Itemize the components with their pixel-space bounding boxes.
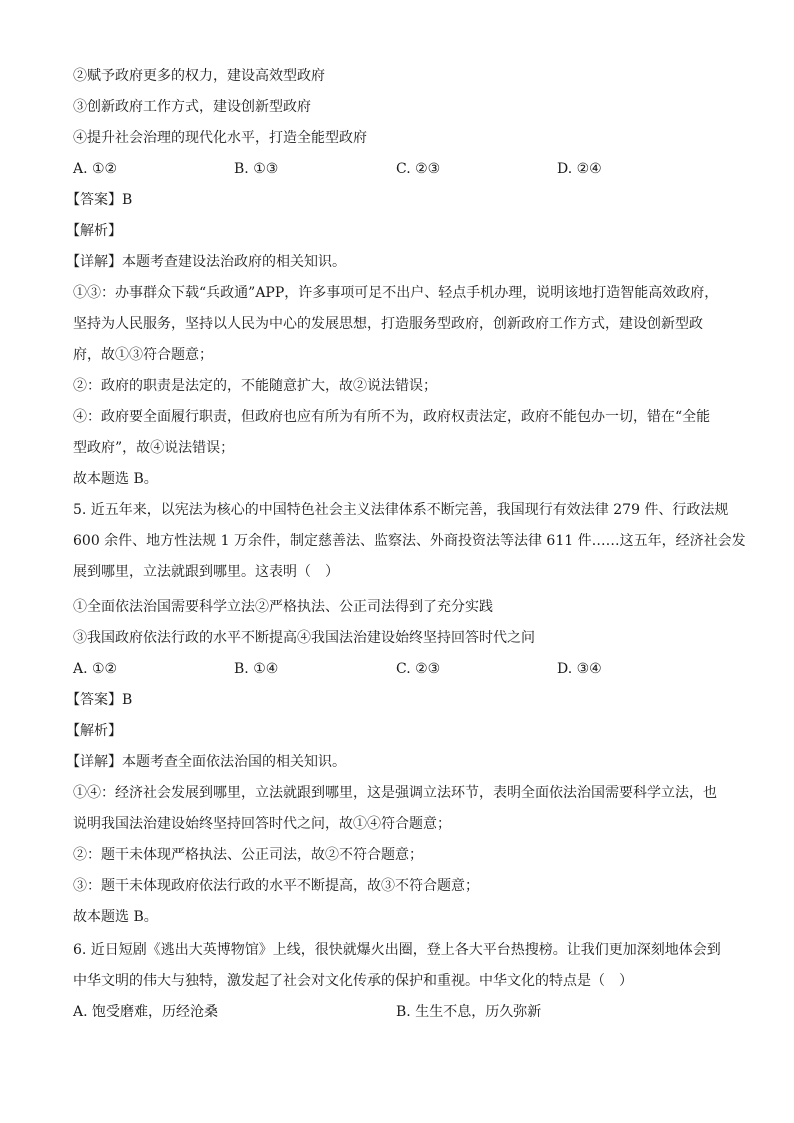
q4-conclusion: 故本题选 B。 — [73, 471, 158, 487]
q4-option-c: C. ②③ — [396, 161, 441, 177]
q5-detail: 【详解】本题考查全面依法治国的相关知识。 — [66, 754, 346, 770]
q4-expl-line: ①③：办事群众下载“兵政通”APP，许多事项可足不出户、轻点手机办理，说明该地打造智能高效政府， — [73, 285, 719, 301]
q4-option-b: B. ①③ — [234, 161, 279, 177]
q5-option-b: B. ①④ — [234, 661, 279, 677]
q6-stem-line: 中华文明的伟大与独特，激发起了社会对文化传承的保护和重视。中华文化的特点是（ ） — [73, 973, 633, 989]
q6-option-b: B. 生生不息，历久弥新 — [396, 1004, 542, 1020]
q5-statements-line: ③我国政府依法行政的水平不断提高④我国法治建设始终坚持回答时代之问 — [73, 630, 535, 646]
q5-option-a: A. ①② — [73, 661, 118, 677]
q5-option-d: D. ③④ — [557, 661, 602, 677]
q4-analysis-label: 【解析】 — [66, 223, 122, 239]
q4-expl-line: 府，故①③符合题意； — [73, 347, 213, 363]
q5-answer: 【答案】B — [66, 692, 133, 708]
q5-stem-line: 展到哪里，立法就跟到哪里。这表明（ ） — [73, 564, 339, 580]
q4-statement-4: ④提升社会治理的现代化水平，打造全能型政府 — [73, 130, 367, 146]
q5-stem-line: 600 余件、地方性法规 1 万余件，制定慈善法、监察法、外商投资法等法律 611 件……这五年，经济社会发 — [73, 533, 746, 549]
q5-stem-line: 5. 近五年来，以宪法为核心的中国特色社会主义法律体系不断完善，我国现行有效法律 279 件、行政法规 — [73, 502, 729, 518]
q4-detail: 【详解】本题考查建设法治政府的相关知识。 — [66, 254, 346, 270]
q5-analysis-label: 【解析】 — [66, 723, 122, 739]
q4-answer: 【答案】B — [66, 192, 133, 208]
q5-option-c: C. ②③ — [396, 661, 441, 677]
q4-option-d: D. ②④ — [557, 161, 602, 177]
q4-statement-2: ②赋予政府更多的权力，建设高效型政府 — [73, 68, 325, 84]
q4-expl-line: ②：政府的职责是法定的，不能随意扩大，故②说法错误； — [73, 378, 437, 394]
q4-expl-line: 坚持为人民服务，坚持以人民为中心的发展思想，打造服务型政府，创新政府工作方式，建设创新型政 — [73, 316, 703, 332]
q5-expl-line: 说明我国法治建设始终坚持回答时代之问，故①④符合题意； — [73, 816, 451, 832]
q5-expl-line: ①④：经济社会发展到哪里，立法就跟到哪里，这是强调立法环节，表明全面依法治国需要科学立法，也 — [73, 785, 717, 801]
q4-option-a: A. ①② — [73, 161, 118, 177]
q6-stem-line: 6. 近日短剧《逃出大英博物馆》上线，很快就爆火出圈，登上各大平台热搜榜。让我们更加深刻地体会到 — [73, 942, 721, 958]
q4-expl-line: 型政府”，故④说法错误； — [73, 440, 235, 456]
q6-option-a: A. 饱受磨难，历经沧桑 — [73, 1004, 219, 1020]
q4-expl-line: ④：政府要全面履行职责，但政府也应有所为有所不为，政府权责法定，政府不能包办一切，错在“全能 — [73, 409, 711, 425]
q4-statement-3: ③创新政府工作方式，建设创新型政府 — [73, 99, 311, 115]
q5-expl-line: ②：题干未体现严格执法、公正司法，故②不符合题意； — [73, 847, 423, 863]
q5-statements-line: ①全面依法治国需要科学立法②严格执法、公正司法得到了充分实践 — [73, 599, 493, 615]
q5-expl-line: ③：题干未体现政府依法行政的水平不断提高，故③不符合题意； — [73, 878, 479, 894]
q5-conclusion: 故本题选 B。 — [73, 909, 158, 925]
